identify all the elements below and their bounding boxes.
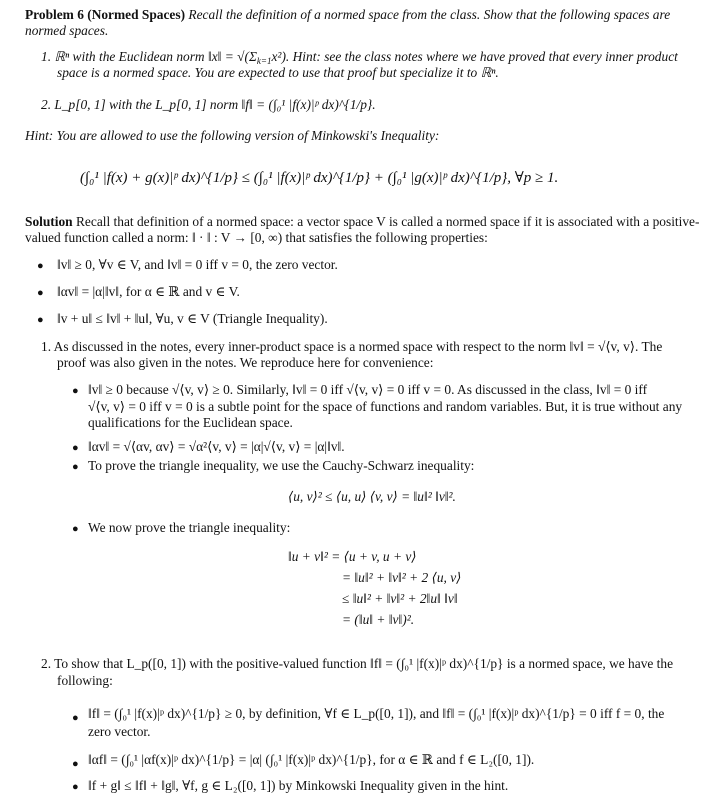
part1-bullet1-line2: √⟨v, v⟩ = 0 iff v = 0 is a subtle point for the space of functions and random variables. But, it is true without any xyxy=(88,399,683,414)
part1-bullet4: We now prove the triangle inequality: xyxy=(88,520,291,535)
part1-bullet2: ‖αv‖ = √⟨αv, αv⟩ = √α²⟨v, v⟩ = |α|√⟨v, v⟩ = |α|‖v‖. xyxy=(88,439,345,454)
part2-bullet2: ‖αf‖ = (∫₀¹ |αf(x)|ᵖ dx)^{1/p} = |α| (∫₀¹ |f(x)|ᵖ dx)^{1/p}, for α ∈ ℝ and f ∈ L₂([0, 1]). xyxy=(88,752,535,767)
triangle-proof-line1: ‖u + v‖² = ⟨u + v, u + v⟩ xyxy=(288,549,417,564)
problem-item-1-cont: space is a normed space. You are expected to use that proof but specialize it to ℝⁿ. xyxy=(57,65,499,80)
triangle-proof-line3: ≤ ‖u‖² + ‖v‖² + 2‖u‖ ‖v‖ xyxy=(342,591,458,606)
property-2: ‖αv‖ = |α|‖v‖, for α ∈ ℝ and v ∈ V. xyxy=(57,284,240,299)
triangle-proof-line4: = (‖u‖ + ‖v‖)². xyxy=(342,612,415,627)
problem-item-1: 1. ℝⁿ with the Euclidean norm ‖x‖ = $√(\Sigma_{k=1}x^2)$. Hint: see the class notes where we have proved that every inner product xyxy=(41,49,678,66)
part2-bullet1-line1: ‖f‖ = (∫₀¹ |f(x)|ᵖ dx)^{1/p} ≥ 0, by definition, ∀f ∈ L_p([0, 1]), and ‖f‖ = (∫₀¹ |f(x)|ᵖ dx)^{1/p} = 0 iff f = 0, the xyxy=(88,706,665,721)
part1-bullet1-line1: ‖v‖ ≥ 0 because √⟨v, v⟩ ≥ 0. Similarly, ‖v‖ = 0 iff √⟨v, v⟩ = 0 iff v = 0. As discussed in the class, ‖v‖ = 0 iff xyxy=(88,382,648,397)
part1-bullet1-line3: qualifications for the Euclidean space. xyxy=(88,415,293,430)
problem-intro-line1 xyxy=(25,7,670,23)
part2-bullet3: ‖f + g‖ ≤ ‖f‖ + ‖g‖, ∀f, g ∈ L₂([0, 1]) by Minkowski Inequality given in the hint. xyxy=(88,778,509,793)
bullet-icon: ● xyxy=(37,314,44,326)
bullet-icon: ● xyxy=(72,461,79,473)
solution-line2: valued function called a norm: ‖ · ‖ : V → [0, ∞) that satisfies the following properties: xyxy=(25,230,488,245)
problem-label: Problem 6 (Normed Spaces) xyxy=(25,7,186,22)
bullet-icon: ● xyxy=(72,758,79,770)
problem-intro-line2: normed spaces. xyxy=(25,23,109,38)
bullet-icon: ● xyxy=(37,260,44,272)
part2-bullet1-line2: zero vector. xyxy=(88,724,151,739)
part1-line1: 1. As discussed in the notes, every inner-product space is a normed space with respect to the norm ‖v‖ = √⟨v, v⟩. The xyxy=(41,339,663,354)
property-1: ‖v‖ ≥ 0, ∀v ∈ V, and ‖v‖ = 0 iff v = 0, the zero vector. xyxy=(57,257,338,272)
bullet-icon: ● xyxy=(72,712,79,724)
bullet-icon: ● xyxy=(37,287,44,299)
part2-line2: following: xyxy=(57,673,113,688)
property-3: ‖v + u‖ ≤ ‖v‖ + ‖u‖, ∀u, v ∈ V (Triangle Inequality). xyxy=(57,311,328,326)
bullet-icon: ● xyxy=(72,781,79,793)
hint-text: Hint: You are allowed to use the following version of Minkowski's Inequality: xyxy=(25,128,440,143)
solution-label: Solution xyxy=(25,214,73,229)
problem-item-2: 2. L_p[0, 1] with the L_p[0, 1] norm ‖f‖ = (∫₀¹ |f(x)|ᵖ dx)^{1/p}. xyxy=(41,97,376,112)
cauchy-schwarz-equation: ⟨u, v⟩² ≤ ⟨u, u⟩ ⟨v, v⟩ = ‖u‖² ‖v‖². xyxy=(288,489,456,504)
bullet-icon: ● xyxy=(72,523,79,535)
bullet-icon: ● xyxy=(72,442,79,454)
problem-intro: Recall the definition of a normed space from the class. Show that the following spaces are xyxy=(188,7,671,22)
triangle-proof-line2: = ‖u‖² + ‖v‖² + 2 ⟨u, v⟩ xyxy=(342,570,462,585)
bullet-icon: ● xyxy=(72,385,79,397)
part2-line1: 2. To show that L_p([0, 1]) with the positive-valued function ‖f‖ = (∫₀¹ |f(x)|ᵖ dx)^{1/p} is a normed space, we have the xyxy=(41,656,674,671)
part1-bullet3: To prove the triangle inequality, we use the Cauchy-Schwarz inequality: xyxy=(88,458,475,473)
part1-line2: proof was also given in the notes. We reproduce here for convenience: xyxy=(57,355,434,370)
minkowski-inequality: (∫₀¹ |f(x) + g(x)|ᵖ dx)^{1/p} ≤ (∫₀¹ |f(x)|ᵖ dx)^{1/p} + (∫₀¹ |g(x)|ᵖ dx)^{1/p}, ∀p ≥ 1. xyxy=(80,170,559,186)
solution-line1: Solution Recall that definition of a normed space: a vector space V is called a normed space if it is associated with a positive- xyxy=(25,214,700,229)
